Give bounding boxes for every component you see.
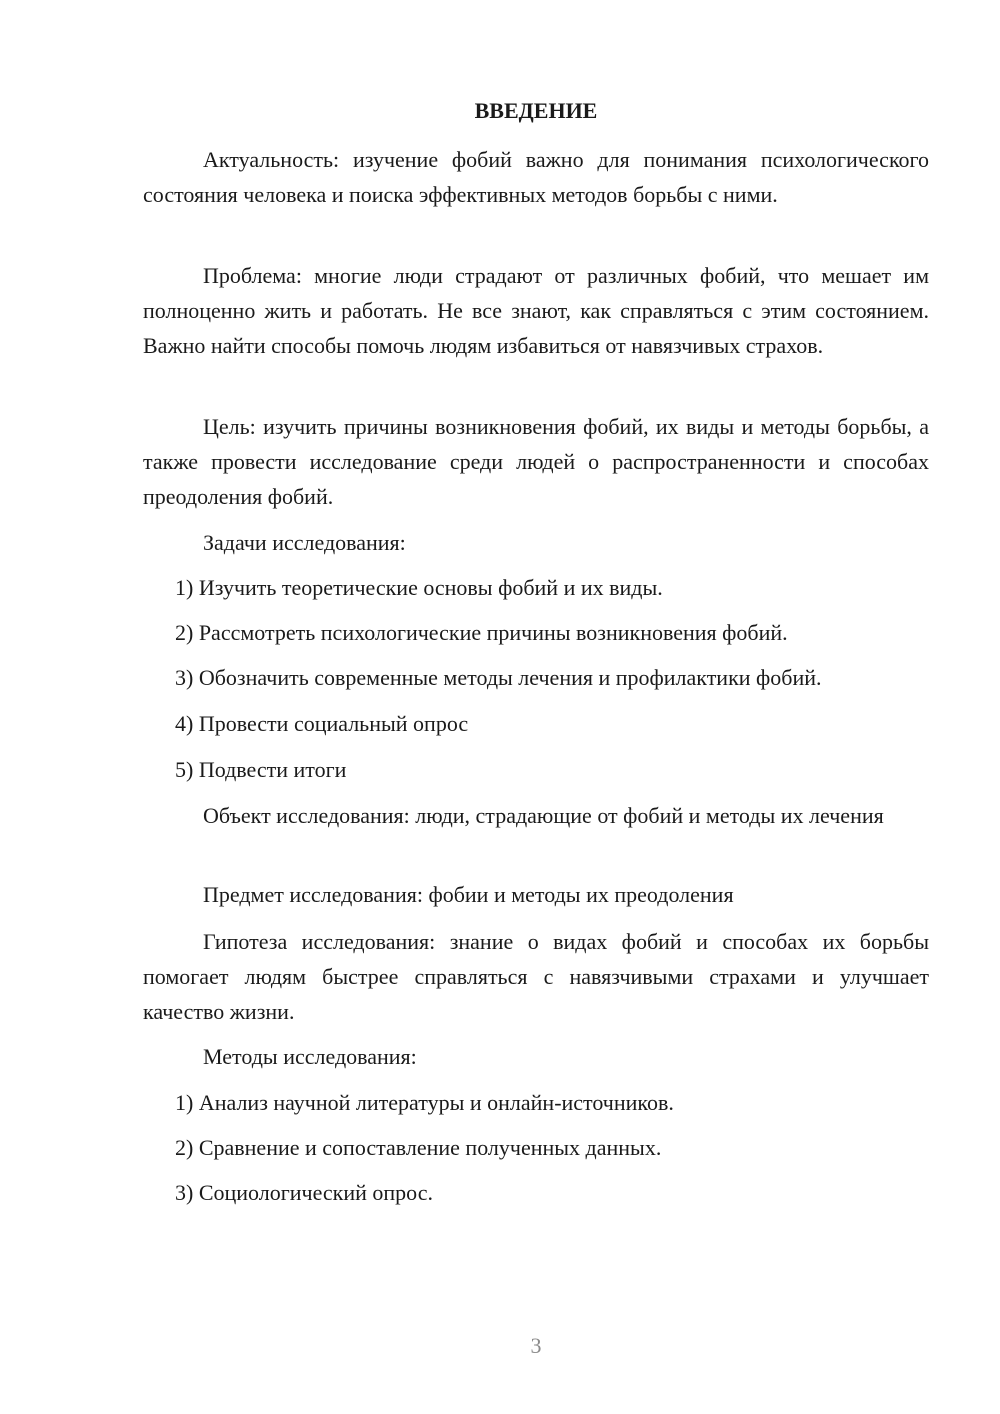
- list-item: 3) Обозначить современные методы лечения и профилактики фобий.: [175, 665, 822, 690]
- list-item: 5) Подвести итоги: [175, 757, 347, 782]
- list-item: 1) Изучить теоретические основы фобий и их виды.: [175, 575, 663, 600]
- paragraph-goal: Цель: изучить причины возникновения фобий, их виды и методы борьбы, а также провести исследование среди людей о распространенности и способах преодоления фобий.: [143, 414, 929, 509]
- paragraph-subject: Предмет исследования: фобии и методы их преодоления: [203, 882, 734, 907]
- list-item: 1) Анализ научной литературы и онлайн-источников.: [175, 1090, 674, 1115]
- page-title: ВВЕДЕНИЕ: [474, 98, 598, 123]
- list-item: 4) Провести социальный опрос: [175, 711, 469, 736]
- tasks-heading: Задачи исследования:: [203, 530, 406, 555]
- list-item: 2) Рассмотреть психологические причины возникновения фобий.: [175, 620, 788, 645]
- list-item: 3) Социологический опрос.: [175, 1180, 433, 1205]
- paragraph-relevance: Актуальность: изучение фобий важно для понимания психологического состояния человека и поиска эффективных методов борьбы с ними.: [143, 147, 929, 207]
- paragraph-hypothesis: Гипотеза исследования: знание о видах фобий и способах их борьбы помогает людям быстрее справляться с навязчивыми страхами и улучшает качество жизни.: [143, 929, 929, 1024]
- document-page: [143, 0, 929, 1414]
- page-number: 3: [530, 1333, 542, 1358]
- methods-heading: Методы исследования:: [203, 1044, 417, 1069]
- paragraph-problem: Проблема: многие люди страдают от различных фобий, что мешает им полноценно жить и работать. Не все знают, как справляться с этим состоянием. Важно найти способы помочь людям избавиться от навязчивых страхов.: [143, 263, 929, 358]
- list-item: 2) Сравнение и сопоставление полученных данных.: [175, 1135, 662, 1160]
- paragraph-object: Объект исследования: люди, страдающие от фобий и методы их лечения: [203, 803, 884, 828]
